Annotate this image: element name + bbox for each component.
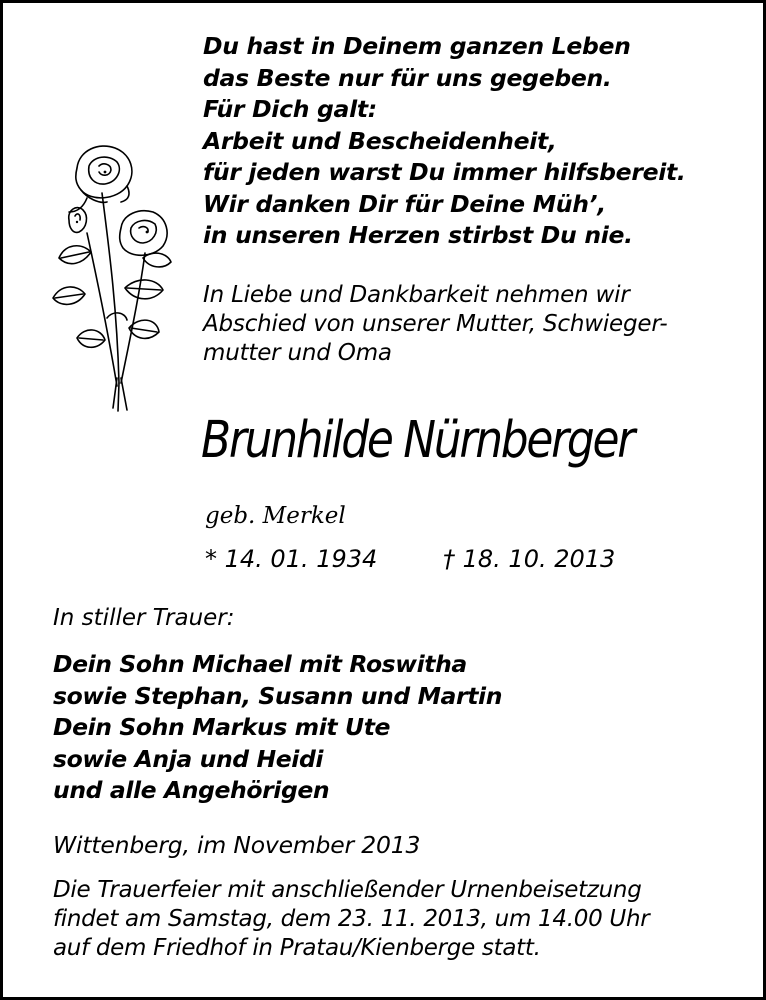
place-and-date: Wittenberg, im November 2013 xyxy=(53,831,421,859)
funeral-line: Die Trauerfeier mit anschließender Urnenbeisetzung xyxy=(53,877,642,903)
poem-line: für jeden warst Du immer hilfsbereit. xyxy=(203,158,686,186)
poem-line: Wir danken Dir für Deine Müh’, xyxy=(203,189,606,218)
death-date: † 18. 10. 2013 xyxy=(443,545,616,573)
rose-icon xyxy=(47,138,177,413)
mourners-label: In stiller Trauer: xyxy=(53,605,235,631)
poem-line: Für Dich galt: xyxy=(203,95,377,123)
deceased-name: Brunhilde Nürnberger xyxy=(201,411,634,470)
poem-line: Du hast in Deinem ganzen Leben xyxy=(203,32,631,60)
birth-name: geb. Merkel xyxy=(205,503,346,529)
mourner-line: sowie Stephan, Susann und Martin xyxy=(53,681,503,710)
funeral-line: findet am Samstag, dem 23. 11. 2013, um 14.00 Uhr xyxy=(53,906,650,932)
farewell-line: mutter und Oma xyxy=(203,340,392,366)
funeral-line: auf dem Friedhof in Pratau/Kienberge statt. xyxy=(53,935,541,961)
birth-date: * 14. 01. 1934 xyxy=(205,545,378,573)
memorial-poem xyxy=(203,31,743,252)
mourner-line: und alle Angehörigen xyxy=(53,776,330,804)
life-dates xyxy=(205,544,745,574)
mourners-list xyxy=(53,649,653,807)
farewell-text xyxy=(203,281,733,368)
funeral-details xyxy=(53,876,753,963)
poem-line: in unseren Herzen stirbst Du nie. xyxy=(203,221,633,249)
mourner-line: sowie Anja und Heidi xyxy=(53,744,324,773)
mourner-line: Dein Sohn Michael mit Roswitha xyxy=(53,650,467,678)
farewell-line: In Liebe und Dankbarkeit nehmen wir xyxy=(203,282,630,308)
poem-line: das Beste nur für uns gegeben. xyxy=(203,63,612,92)
farewell-line: Abschied von unserer Mutter, Schwieger- xyxy=(203,311,668,337)
poem-line: Arbeit und Bescheidenheit, xyxy=(203,126,557,155)
mourner-line: Dein Sohn Markus mit Ute xyxy=(53,713,391,741)
